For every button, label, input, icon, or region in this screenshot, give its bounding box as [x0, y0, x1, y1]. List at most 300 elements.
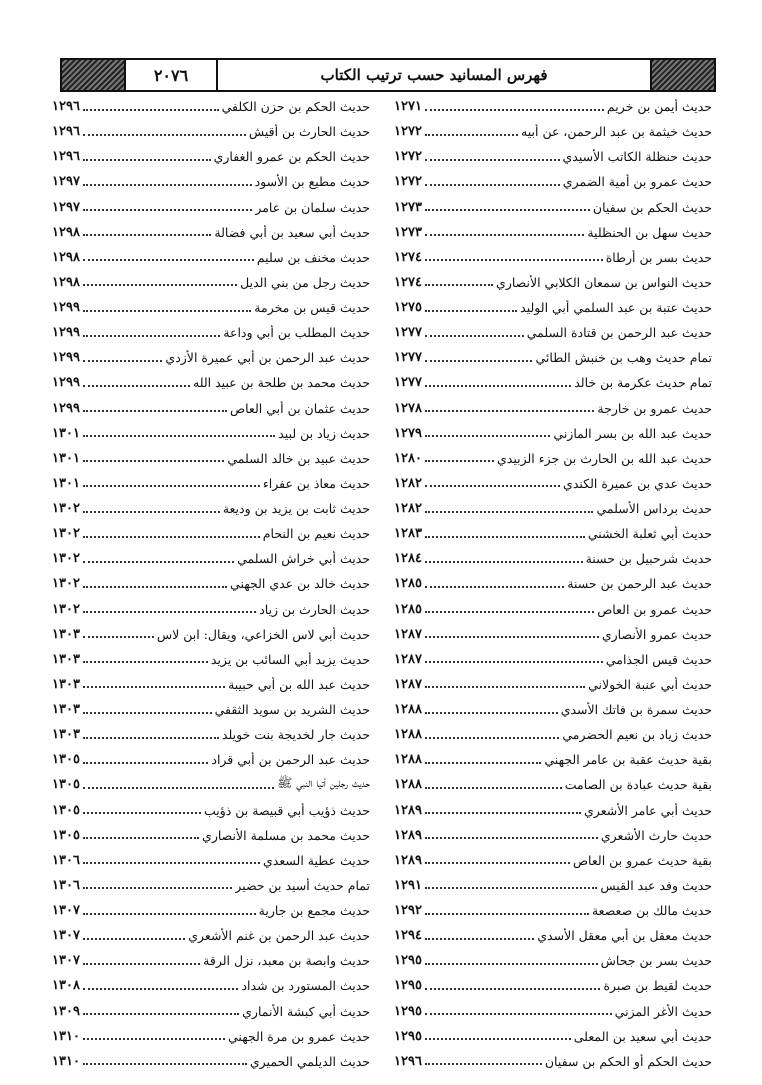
entry-title: حديث الحكم بن عمرو الغفاري: [213, 149, 370, 165]
entry-title: حديث مالك بن صعصعة: [591, 903, 712, 919]
index-entry: [394, 94, 712, 119]
leader-dots: [425, 253, 603, 261]
index-entry: [52, 119, 370, 144]
entry-page-number: ١٢٨٩: [394, 852, 422, 868]
index-entry: [52, 396, 370, 421]
leader-dots: [83, 153, 211, 161]
index-entry: [52, 220, 370, 245]
index-entry: [52, 923, 370, 948]
entry-page-number: ١٢٨٠: [394, 450, 422, 466]
index-entry: [52, 747, 370, 772]
index-entry: [394, 898, 712, 923]
leader-dots: [425, 881, 597, 889]
entry-page-number: ١٢٩٩: [52, 325, 80, 341]
leader-dots: [425, 354, 533, 362]
leader-dots: [83, 530, 260, 538]
entry-page-number: ١٣٠٥: [52, 752, 80, 768]
entry-page-number: ١٢٧٩: [394, 425, 422, 441]
leader-dots: [425, 605, 594, 613]
index-entry: [394, 195, 712, 220]
entry-page-number: ١٢٧٣: [394, 224, 422, 240]
index-column-left: [52, 94, 382, 1074]
index-entry: [52, 471, 370, 496]
entry-page-number: ١٢٩٧: [52, 199, 80, 215]
leader-dots: [83, 429, 275, 437]
entry-title: حديث سلمان بن عامر: [255, 199, 370, 215]
entry-page-number: ١٢٨٢: [394, 475, 422, 491]
leader-dots: [83, 128, 246, 136]
leader-dots: [83, 354, 162, 362]
entry-page-number: ١٢٧٧: [394, 350, 422, 366]
leader-dots: [83, 379, 190, 387]
entry-title: حديث زياد بن لبيد: [278, 425, 370, 441]
entry-title: حديث قيس الجذامي: [605, 651, 712, 667]
entry-title: حديث عمرو الأنصاري: [601, 626, 712, 642]
index-entry: [52, 320, 370, 345]
leader-dots: [425, 128, 518, 136]
leader-dots: [425, 1007, 612, 1015]
entry-title: حديث شرحبيل بن حسنة: [585, 551, 712, 567]
leader-dots: [425, 957, 598, 965]
leader-dots: [83, 329, 220, 337]
leader-dots: [83, 1032, 225, 1040]
entry-page-number: ١٣٠٩: [52, 1003, 80, 1019]
entry-title: حديث الحارث بن زياد: [259, 601, 370, 617]
index-entry: [394, 722, 712, 747]
entry-title: حديث خالد بن عدي الجهني: [230, 576, 370, 592]
entry-title: حديث عتبة بن عبد السلمي أبي الوليد: [520, 300, 712, 316]
entry-page-number: ١٣٠٣: [52, 727, 80, 743]
entry-title: حديث يزيد أبي السائب بن يزيد: [210, 651, 370, 667]
entry-page-number: ١٢٧٢: [394, 174, 422, 190]
entry-page-number: ١٢٨٣: [394, 526, 422, 542]
leader-dots: [83, 756, 208, 764]
entry-page-number: ١٢٩٩: [52, 300, 80, 316]
leader-dots: [83, 253, 254, 261]
index-entry: [394, 320, 712, 345]
leader-dots: [425, 530, 585, 538]
leader-dots: [425, 555, 583, 563]
index-entry: [394, 923, 712, 948]
entry-title: حديث رجل من بني الديل: [240, 274, 370, 290]
leader-dots: [425, 831, 598, 839]
entry-page-number: ١٣٠٢: [52, 526, 80, 542]
leader-dots: [425, 907, 589, 915]
index-entry: [394, 823, 712, 848]
leader-dots: [425, 982, 601, 990]
index-entry: [52, 597, 370, 622]
leader-dots: [425, 429, 550, 437]
entry-page-number: ١٣٠٥: [52, 802, 80, 818]
index-entry: [52, 999, 370, 1024]
index-entry: [52, 446, 370, 471]
index-entry: [394, 999, 712, 1024]
leader-dots: [83, 479, 260, 487]
header-decoration-left: [62, 60, 124, 90]
index-entry: [52, 370, 370, 395]
leader-dots: [83, 781, 274, 789]
entry-title: حديث الأغر المزني: [614, 1003, 712, 1019]
index-entry: [394, 973, 712, 998]
leader-dots: [83, 1007, 239, 1015]
page-header: [60, 58, 716, 92]
index-entry: [394, 169, 712, 194]
index-entry: [52, 873, 370, 898]
leader-dots: [425, 304, 517, 312]
leader-dots: [83, 881, 232, 889]
entry-page-number: ١٣٠٣: [52, 702, 80, 718]
entry-page-number: ١٢٨٨: [394, 752, 422, 768]
entry-title: حديث الحكم أو الحكم بن سفيان: [544, 1053, 712, 1069]
leader-dots: [425, 1032, 571, 1040]
index-entry: [52, 697, 370, 722]
entry-title: حديث أبي سعيد بن المعلى: [573, 1028, 712, 1044]
entry-title: بقية حديث عقبة بن عامر الجهني: [544, 752, 712, 768]
leader-dots: [425, 655, 603, 663]
entry-title: حديث المستورد بن شداد: [241, 978, 370, 994]
entry-page-number: ١٢٨٩: [394, 802, 422, 818]
index-entry: [394, 496, 712, 521]
entry-title: حديث الحكم بن حزن الكلفي: [221, 99, 370, 115]
leader-dots: [83, 178, 252, 186]
index-entry: [52, 1049, 370, 1074]
entry-title: حديث عمرو بن العاص: [597, 601, 712, 617]
leader-dots: [83, 630, 154, 638]
entry-title: حديث بسر بن أرطاة: [605, 249, 712, 265]
index-entry: [52, 948, 370, 973]
entry-page-number: ١٢٩٢: [394, 903, 422, 919]
index-entry: [52, 169, 370, 194]
leader-dots: [425, 329, 524, 337]
index-entry: [52, 421, 370, 446]
entry-title: حديث عمرو بن أمية الضمري: [562, 174, 712, 190]
index-entry: [394, 119, 712, 144]
leader-dots: [83, 907, 256, 915]
entry-title: حديث سهل بن الحنظلية: [587, 224, 712, 240]
leader-dots: [83, 505, 220, 513]
leader-dots: [425, 781, 562, 789]
index-entry: [394, 370, 712, 395]
leader-dots: [425, 731, 559, 739]
index-entry: [394, 345, 712, 370]
entry-title: حديث عبد الرحمن بن قتادة السلمي: [526, 325, 712, 341]
entry-page-number: ١٣٠٧: [52, 953, 80, 969]
entry-title: حديث مخنف بن سليم: [256, 249, 370, 265]
entry-title: حديث أبي ثعلبة الخشني: [587, 526, 712, 542]
entry-title: حديث قيس بن مخرمة: [254, 300, 370, 316]
index-entry: [394, 948, 712, 973]
entry-page-number: ١٣٠٧: [52, 928, 80, 944]
index-entry: [394, 848, 712, 873]
entry-page-number: ١٣٠٣: [52, 676, 80, 692]
entry-title: حديث النواس بن سمعان الكلابي الأنصاري: [496, 274, 712, 290]
index-entry: [394, 220, 712, 245]
leader-dots: [83, 856, 260, 864]
header-decoration-right: [652, 60, 714, 90]
leader-dots: [425, 454, 494, 462]
leader-dots: [83, 304, 251, 312]
entry-page-number: ١٣٠١: [52, 475, 80, 491]
index-entry: [394, 270, 712, 295]
entry-page-number: ١٢٨٥: [394, 576, 422, 592]
index-entry: [52, 647, 370, 672]
leader-dots: [425, 932, 534, 940]
entry-title: حديث المطلب بن أبي وداعة: [223, 325, 370, 341]
entry-page-number: ١٢٨٩: [394, 827, 422, 843]
leader-dots: [425, 756, 541, 764]
index-entry: [394, 245, 712, 270]
entry-page-number: ١٢٩٩: [52, 400, 80, 416]
entry-page-number: ١٣٠٦: [52, 877, 80, 893]
leader-dots: [425, 706, 558, 714]
index-entry: [52, 898, 370, 923]
index-column-right: [382, 94, 712, 1074]
entry-page-number: ١٣١٠: [52, 1028, 80, 1044]
leader-dots: [425, 203, 590, 211]
index-entry: [52, 270, 370, 295]
index-entry: [394, 421, 712, 446]
index-entry: [52, 345, 370, 370]
entry-title: حديث خيثمة بن عبد الرحمن، عن أبيه: [521, 124, 712, 140]
index-entry: [394, 471, 712, 496]
leader-dots: [83, 454, 224, 462]
entry-title: حديث مطيع بن الأسود: [254, 174, 370, 190]
entry-page-number: ١٢٩٦: [52, 99, 80, 115]
entry-page-number: ١٢٨٨: [394, 702, 422, 718]
entry-title: حديث زياد بن نعيم الحضرمي: [562, 727, 712, 743]
entry-title: حديث أبي عنبة الخولاني: [588, 676, 712, 692]
entry-page-number: ١٢٩٦: [52, 124, 80, 140]
index-entry: [52, 546, 370, 571]
entry-title: تمام حديث وهب بن خنبش الطائي: [535, 350, 712, 366]
entry-title: حديث بسر بن جحاش: [600, 953, 712, 969]
entry-page-number: ١٢٩٩: [52, 350, 80, 366]
entry-page-number: ١٢٩٦: [394, 1053, 422, 1069]
entry-page-number: ١٢٨٧: [394, 651, 422, 667]
leader-dots: [83, 655, 208, 663]
entry-title: تمام حديث أسيد بن حضير: [235, 877, 370, 893]
entry-title: حديث ثابت بن يزيد بن وديعة: [222, 501, 370, 517]
index-entry: [394, 747, 712, 772]
index-entry: [52, 772, 370, 797]
entry-title: حديث برداس الأسلمي: [596, 501, 712, 517]
entry-page-number: ١٢٩٥: [394, 1003, 422, 1019]
leader-dots: [425, 680, 585, 688]
entry-page-number: ١٢٩٥: [394, 953, 422, 969]
index-entry: [394, 144, 712, 169]
entry-title: حديث عبيد بن خالد السلمي: [227, 450, 370, 466]
index-entry: [52, 521, 370, 546]
entry-title: بقية حديث عبادة بن الصامت: [564, 777, 712, 793]
entry-page-number: ١٢٨٧: [394, 676, 422, 692]
entry-title: حديث وابصة بن معبد، نزل الرقة: [203, 953, 370, 969]
leader-dots: [83, 203, 252, 211]
entry-title: حديث مجمع بن جارية: [258, 903, 370, 919]
leader-dots: [425, 1057, 542, 1065]
leader-dots: [83, 957, 200, 965]
index-entry: [52, 295, 370, 320]
leader-dots: [83, 228, 211, 236]
entry-title: حديث حنظلة الكاتب الأسيدي: [562, 149, 712, 165]
entry-title: حديث معقل بن أبي معقل الأسدي: [537, 928, 712, 944]
entry-page-number: ١٢٩٨: [52, 249, 80, 265]
entry-title: حديث عبد الرحمن بن غنم الأشعري: [188, 928, 370, 944]
entry-title: حديث عبد الله بن أبي حبيبة: [228, 676, 370, 692]
entry-page-number: ١٣٠١: [52, 425, 80, 441]
entry-title: حديث عثمان بن أبي العاص: [230, 400, 370, 416]
entry-page-number: ١٢٨٢: [394, 501, 422, 517]
index-entry: [394, 647, 712, 672]
index-entry: [52, 94, 370, 119]
entry-page-number: ١٢٩٧: [52, 174, 80, 190]
leader-dots: [425, 278, 493, 286]
entry-title: حديث الحارث بن أقيش: [248, 124, 370, 140]
entry-page-number: ١٣٠٢: [52, 501, 80, 517]
entry-page-number: ١٢٧٢: [394, 124, 422, 140]
index-entry: [52, 1024, 370, 1049]
leader-dots: [83, 806, 201, 814]
leader-dots: [83, 278, 237, 286]
leader-dots: [425, 153, 560, 161]
leader-dots: [83, 103, 219, 111]
index-entry: [52, 672, 370, 697]
index-entry: [394, 1049, 712, 1074]
leader-dots: [83, 706, 212, 714]
entry-page-number: ١٢٨٥: [394, 601, 422, 617]
entry-title: حديث عبد الله بن بسر المازني: [553, 425, 712, 441]
entry-page-number: ١٢٩٥: [394, 1028, 422, 1044]
entry-page-number: ١٣٠٣: [52, 651, 80, 667]
index-entry: [394, 672, 712, 697]
entry-page-number: ١٣٠١: [52, 450, 80, 466]
entry-page-number: ١٢٩٨: [52, 274, 80, 290]
entry-title: حديث جار لخديجة بنت خويلد: [221, 727, 370, 743]
leader-dots: [83, 982, 239, 990]
entry-title: حديث أبي عامر الأشعري: [584, 802, 712, 818]
entry-title: حديث لقيط بن صبرة: [603, 978, 712, 994]
index-entry: [52, 195, 370, 220]
entry-title: حديث وفد عبد القيس: [600, 877, 712, 893]
index-entry: [52, 571, 370, 596]
index-entry: [394, 798, 712, 823]
entry-title: حديث ذؤيب أبي قبيصة بن ذؤيب: [203, 802, 370, 818]
index-columns: [52, 94, 712, 1074]
leader-dots: [83, 831, 199, 839]
page-number: ٢٠٧٦: [124, 60, 216, 90]
entry-title: حديث عبد الرحمن بن أبي عميرة الأزدي: [165, 350, 370, 366]
index-entry: [394, 521, 712, 546]
entry-page-number: ١٣٠٣: [52, 626, 80, 642]
entry-title: حديث عطية السعدي: [263, 852, 370, 868]
entry-page-number: ١٢٧٨: [394, 400, 422, 416]
leader-dots: [83, 555, 234, 563]
entry-page-number: ١٢٩٩: [52, 375, 80, 391]
entry-page-number: ١٣٠٢: [52, 576, 80, 592]
entry-title: حديث محمد بن مسلمة الأنصاري: [202, 827, 370, 843]
entry-title: حديث أبي سعيد بن أبي فضالة: [214, 224, 370, 240]
leader-dots: [83, 605, 256, 613]
leader-dots: [83, 731, 219, 739]
entry-page-number: ١٢٧٥: [394, 300, 422, 316]
index-entry: [394, 295, 712, 320]
entry-page-number: ١٢٩٨: [52, 224, 80, 240]
entry-title: حديث الديلمي الحميري: [249, 1053, 370, 1069]
index-entry: [52, 722, 370, 747]
index-entry: [394, 622, 712, 647]
entry-title: حديث معاذ بن عفراء: [262, 475, 370, 491]
index-entry: [52, 245, 370, 270]
index-entry: [52, 823, 370, 848]
index-entry: [394, 571, 712, 596]
entry-title: حديث حارث الأشعري: [600, 827, 712, 843]
leader-dots: [83, 580, 227, 588]
entry-title: حديث أبي لاس الخزاعي، ويقال: ابن لاس: [156, 626, 370, 642]
entry-title: حديث رجلين أتيا النبي ﷺ: [277, 775, 370, 791]
index-entry: [394, 396, 712, 421]
leader-dots: [425, 479, 560, 487]
entry-title: حديث عبد الرحمن بن أبي قراد: [211, 752, 370, 768]
page-title: فهرس المسانيد حسب ترتيب الكتاب: [216, 60, 652, 90]
index-entry: [52, 496, 370, 521]
entry-page-number: ١٢٧٧: [394, 375, 422, 391]
index-entry: [394, 446, 712, 471]
index-entry: [394, 873, 712, 898]
leader-dots: [425, 379, 571, 387]
entry-title: حديث أبي كبشة الأنماري: [242, 1003, 370, 1019]
leader-dots: [425, 580, 564, 588]
entry-title: حديث عبد الله بن الحارث بن جزء الزبيدي: [497, 450, 712, 466]
entry-page-number: ١٢٨٨: [394, 777, 422, 793]
leader-dots: [425, 178, 560, 186]
index-entry: [394, 697, 712, 722]
leader-dots: [425, 228, 584, 236]
entry-page-number: ١٣٠٥: [52, 777, 80, 793]
index-entry: [394, 1024, 712, 1049]
entry-title: حديث عمرو بن خارجة: [597, 400, 712, 416]
entry-title: حديث أيمن بن خريم: [606, 99, 712, 115]
entry-page-number: ١٢٧٣: [394, 199, 422, 215]
index-entry: [394, 546, 712, 571]
index-entry: [394, 772, 712, 797]
entry-page-number: ١٢٨٨: [394, 727, 422, 743]
entry-page-number: ١٢٧٧: [394, 325, 422, 341]
entry-title: حديث عمرو بن مرة الجهني: [228, 1028, 370, 1044]
leader-dots: [425, 630, 599, 638]
entry-page-number: ١٢٩٥: [394, 978, 422, 994]
leader-dots: [83, 1057, 247, 1065]
index-entry: [52, 973, 370, 998]
entry-title: حديث عدي بن عميرة الكندي: [563, 475, 712, 491]
index-entry: [52, 848, 370, 873]
index-entry: [52, 798, 370, 823]
entry-page-number: ١٢٧٤: [394, 249, 422, 265]
leader-dots: [425, 404, 594, 412]
index-entry: [52, 622, 370, 647]
entry-page-number: ١٣٠٧: [52, 903, 80, 919]
entry-title: حديث محمد بن طلحة بن عبيد الله: [193, 375, 370, 391]
leader-dots: [425, 505, 594, 513]
entry-page-number: ١٢٧١: [394, 99, 422, 115]
entry-title: حديث الحكم بن سفيان: [592, 199, 712, 215]
entry-page-number: ١٢٩٦: [52, 149, 80, 165]
leader-dots: [83, 932, 185, 940]
entry-page-number: ١٣٠٦: [52, 852, 80, 868]
entry-title: بقية حديث عمرو بن العاص: [572, 852, 712, 868]
entry-title: حديث سمرة بن فاتك الأسدي: [560, 702, 712, 718]
index-entry: [52, 144, 370, 169]
leader-dots: [425, 856, 570, 864]
entry-page-number: ١٣٠٥: [52, 827, 80, 843]
